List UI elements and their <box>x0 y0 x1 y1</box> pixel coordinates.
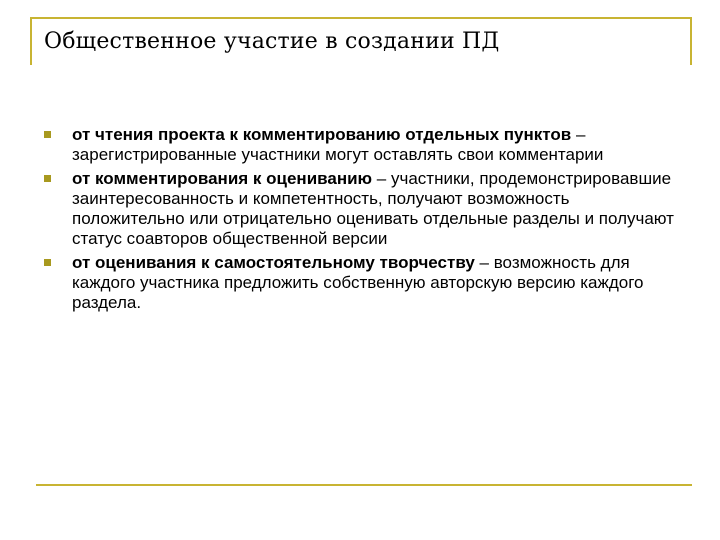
footer-line <box>36 484 692 486</box>
bullet-separator: – <box>571 125 586 144</box>
bullet-text: участники, продемонстрировавшие заинтересованность и компетентность, получают возможность положительно или отрицательно оценивать отдельные разделы и получают статус соавторов общественной версии <box>72 169 674 248</box>
bullet-text: зарегистрированные участники могут оставлять свои комментарии <box>72 145 604 164</box>
slide-title: Общественное участие в создании ПД <box>44 29 500 54</box>
title-frame-right-line <box>690 17 692 65</box>
bullet-heading: от комментирования к оцениванию <box>72 169 373 188</box>
bullet-separator: – <box>474 253 494 272</box>
square-bullet-icon <box>44 131 51 138</box>
bullet-item-reading <box>44 125 684 165</box>
square-bullet-icon <box>44 259 51 266</box>
bullet-heading: от оценивания к самостоятельному творчеству <box>72 253 475 272</box>
bullet-list <box>44 125 684 313</box>
title-frame-left-line <box>30 17 32 65</box>
bullet-text: возможность для каждого участника предложить собственную авторскую версию каждого раздела. <box>72 253 644 312</box>
bullet-item-evaluating <box>44 253 684 313</box>
bullet-item-commenting <box>44 169 684 249</box>
title-frame-top-line <box>30 17 692 19</box>
bullet-separator: – <box>372 169 391 188</box>
bullet-heading: от чтения проекта к комментированию отдельных пунктов <box>72 125 572 144</box>
square-bullet-icon <box>44 175 51 182</box>
